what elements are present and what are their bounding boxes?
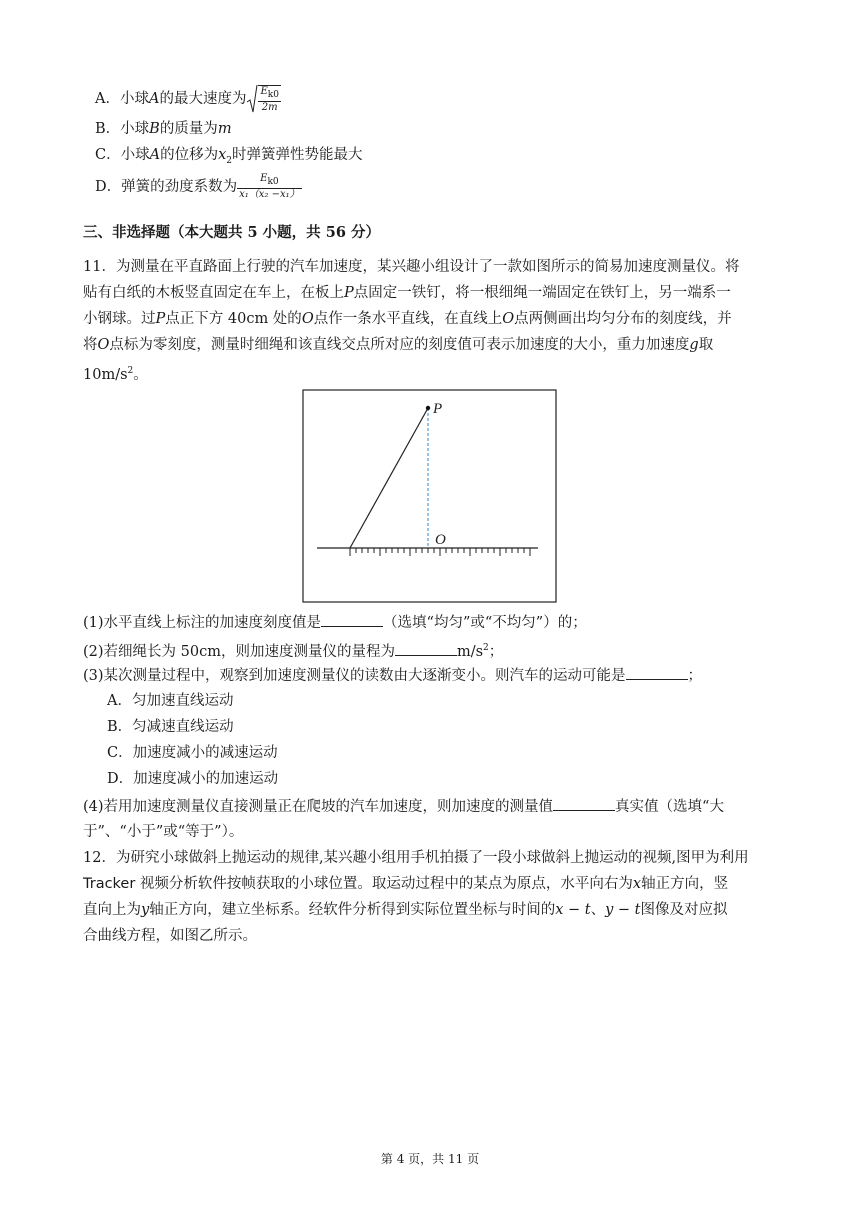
label-o: O <box>435 532 446 548</box>
q11-line-4: 将O点标为零刻度，测量时细绳和该直线交点所对应的刻度值可表示加速度的大小，重力加速度g取 <box>83 337 714 353</box>
answer-blank-3[interactable] <box>626 665 688 680</box>
q11-option-b: B．匀减速直线运动 <box>107 719 234 735</box>
sqrt-sign <box>246 84 258 114</box>
page-footer: 第 4 页，共 11 页 <box>380 1152 480 1166</box>
answer-blank-2[interactable] <box>395 641 457 656</box>
q11-sub-2: (2)若细绳长为 50cm，则加速度测量仪的量程为 $m/s^2$； <box>83 638 503 662</box>
figure-frame <box>303 390 556 602</box>
q10-option-b: B．小球B的质量为m <box>95 121 232 137</box>
label-p: P <box>433 401 443 417</box>
q11-option-a: A．匀加速直线运动 <box>107 693 234 709</box>
q11-option-c: C．加速度减小的减速运动 <box>107 745 278 761</box>
q11-sub-4: (4)若用加速度测量仪直接测量正在爬坡的汽车加速度，则加速度的测量值 真实值（选填“大 <box>83 796 724 817</box>
q12-line-1: 12．为研究小球做斜上抛运动的规律,某兴趣小组用手机拍摄了一段小球做斜上抛运动的视频,图甲为利用 <box>83 850 749 866</box>
accelerometer-figure <box>302 389 558 604</box>
q11-line-1: 11．为测量在平直路面上行驶的汽车加速度，某兴趣小组设计了一款如图所示的简易加速度测量仪。将 <box>83 259 740 275</box>
q11-sub-1: (1)水平直线上标注的加速度刻度值是 （选填“均匀”或“不均匀”）的； <box>83 612 587 633</box>
q11-option-d: D．加速度减小的加速运动 <box>107 771 279 787</box>
stiffness-fraction: $\frac{E_{k0}}{\text{x₁（x₂ −x₁）}}$ <box>239 173 300 200</box>
q10-option-a <box>95 84 281 114</box>
option-a-var: A <box>148 91 160 107</box>
section-heading: 三、非选择题（本大题共 5 小题，共 56 分） <box>83 224 380 241</box>
option-a-text: A．小球 <box>95 91 149 107</box>
q11-sub-3: (3)某次测量过程中，观察到加速度测量仪的读数由大逐渐变小。则汽车的运动可能是 ； <box>83 665 702 686</box>
q12-line-2: Tracker 视频分析软件按帧获取的小球位置。取运动过程中的某点为原点，水平向右为x轴正方向，竖 <box>83 876 729 892</box>
q11-line-2: 贴有白纸的木板竖直固定在车上，在板上P点固定一铁钉，将一根细绳一端固定在铁钉上，另一端系一 <box>83 285 731 301</box>
q11-sub-4-cont: 于”、“小于”或“等于”）。 <box>83 824 244 840</box>
q12-line-3: 直向上为y轴正方向，建立坐标系。经软件分析得到实际位置坐标与时间的x − t、y − t图像及对应拟 <box>83 902 728 918</box>
q11-line-5: $10m/s^2$。 <box>83 366 148 383</box>
answer-blank-4[interactable] <box>553 796 615 811</box>
q11-line-3: 小钢球。过P点正下方 40cm 处的O点作一条水平直线，在直线上O点两侧画出均匀分布的刻度线，并 <box>83 311 732 327</box>
q10-option-d: D．弹簧的劲度系数为 $\frac{E_{k0}}{\text{x₁（x₂ −x₁）}}$ <box>95 173 300 200</box>
q10-option-c: C．小球A的位移为$x_2$时弹簧弹性势能最大 <box>95 147 363 166</box>
nail-point <box>426 406 430 410</box>
answer-blank-1[interactable] <box>321 612 383 627</box>
option-a-mid: 的最大速度为 <box>159 91 247 107</box>
sqrt-expression <box>246 84 281 114</box>
q12-line-4: 合曲线方程，如图乙所示。 <box>83 928 257 944</box>
sqrt-fraction: $\frac{E_{k0}}{2m}$ <box>260 85 279 113</box>
